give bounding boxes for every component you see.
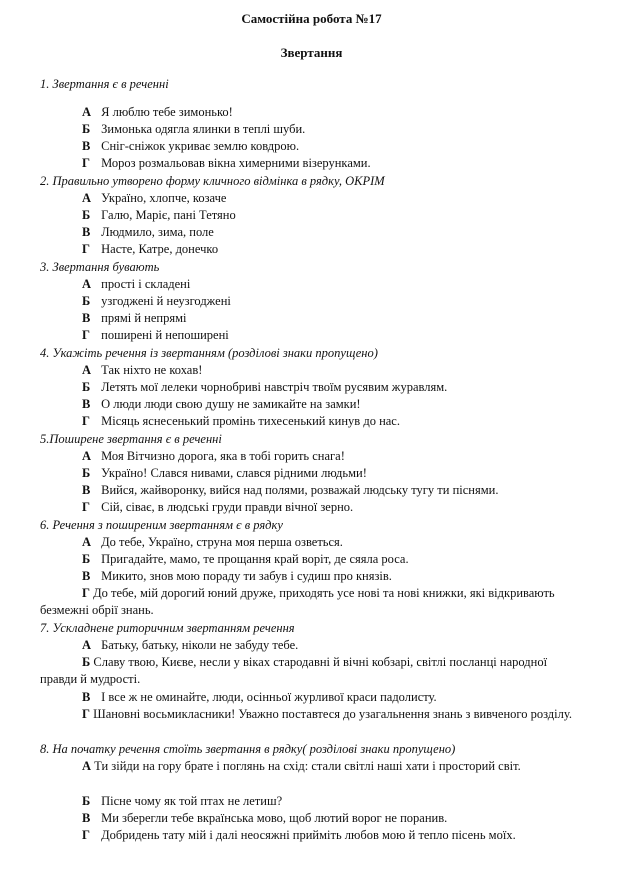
question-2: 2. Правильно утворено форму кличного відмінка в рядку, ОКРІМ <box>40 174 385 188</box>
option-1a: А Я люблю тебе зимонько! <box>82 105 233 119</box>
option-7d: Г Шановні восьмикласники! Уважно поставтеся до узагальнення знань з вивченого розділу. <box>82 707 572 721</box>
option-3a: А прості і складені <box>82 277 191 291</box>
option-8a: А Ти зійди на гору брате і поглянь на схід: стали світлі наші хати і просторий світ. <box>82 759 521 773</box>
question-8: 8. На початку речення стоїть звертання в рядку( розділові знаки пропущено) <box>40 742 456 756</box>
option-4c: В О люди люди свою душу не замикайте на замки! <box>82 397 361 411</box>
option-1b: Б Зимонька одягла ялинки в теплі шуби. <box>82 122 306 136</box>
option-5b: Б Україно! Слався нивами, слався рідними людьми! <box>82 466 367 480</box>
option-7b: Б Славу твою, Києве, несли у віках стародавні й вічні кобзарі, світлі посланці народної правди й мудрості. <box>40 655 548 687</box>
option-1c: В Сніг-сніжок укриває землю ковдрою. <box>82 139 300 153</box>
option-8d: Г Добридень тату мій і далі неосяжні прийміть любов мою й тепло пісень моїх. <box>82 828 516 842</box>
option-2b: Б Галю, Маріє, пані Тетяно <box>82 208 236 222</box>
question-4: 4. Укажіть речення із звертанням (розділові знаки пропущено) <box>40 346 378 360</box>
question-1: 1. Звертання є в реченні <box>40 77 169 91</box>
option-6d: Г До тебе, мій дорогий юний друже, приходять усе нові та нові книжки, які відкривають безмежні обрії знань. <box>40 586 555 618</box>
question-6: 6. Речення з поширеним звертанням є в рядку <box>40 518 283 532</box>
option-1d: Г Мороз розмальовав вікна химерними візерунками. <box>82 156 371 170</box>
option-6b: Б Пригадайте, мамо, те прощання край воріт, де сяяла роса. <box>82 552 409 566</box>
option-4d: Г Місяць яснесенький промінь тихесенький кинув до нас. <box>82 414 400 428</box>
question-3: 3. Звертання бувають <box>40 260 160 274</box>
option-2a: А Україно, хлопче, козаче <box>82 191 227 205</box>
worksheet-subtitle: Звертання <box>280 45 343 60</box>
option-4a: А Так ніхто не кохав! <box>82 363 203 377</box>
option-3d: Г поширені й непоширені <box>82 328 229 342</box>
option-7c: В І все ж не оминайте, люди, осінньої журливої краси падолисту. <box>82 690 437 704</box>
worksheet-title: Самостійна робота №17 <box>241 11 382 26</box>
option-8b: Б Пісне чому як той птах не летиш? <box>82 794 283 808</box>
option-5a: А Моя Вітчизно дорога, яка в тобі горить снага! <box>82 449 345 463</box>
question-7: 7. Ускладнене риторичним звертанням речення <box>40 621 295 635</box>
option-5d: Г Сій, сіває, в людські груди правди вічної зерно. <box>82 500 354 514</box>
option-3b: Б узгоджені й неузгоджені <box>82 294 231 308</box>
option-2d: Г Насте, Катре, донечко <box>82 242 219 256</box>
option-2c: В Людмило, зима, поле <box>82 225 214 239</box>
option-3c: В прямі й непрямі <box>82 311 187 325</box>
option-7a: А Батьку, батьку, ніколи не забуду тебе. <box>82 638 299 652</box>
option-6a: А До тебе, Україно, струна моя перша озветься. <box>82 535 343 549</box>
option-4b: Б Летять мої лелеки чорнобриві навстріч твоїм русявим журавлям. <box>82 380 448 394</box>
option-8c: В Ми зберегли тебе вкраїнська мово, щоб лютий ворог не поранив. <box>82 811 448 825</box>
question-5: 5.Поширене звертання є в реченні <box>40 432 222 446</box>
option-5c: В Вийся, жайворонку, вийся над полями, розважай людську тугу ти піснями. <box>82 483 499 497</box>
option-6c: В Микито, знов мою пораду ти забув і судиш про князів. <box>82 569 392 583</box>
